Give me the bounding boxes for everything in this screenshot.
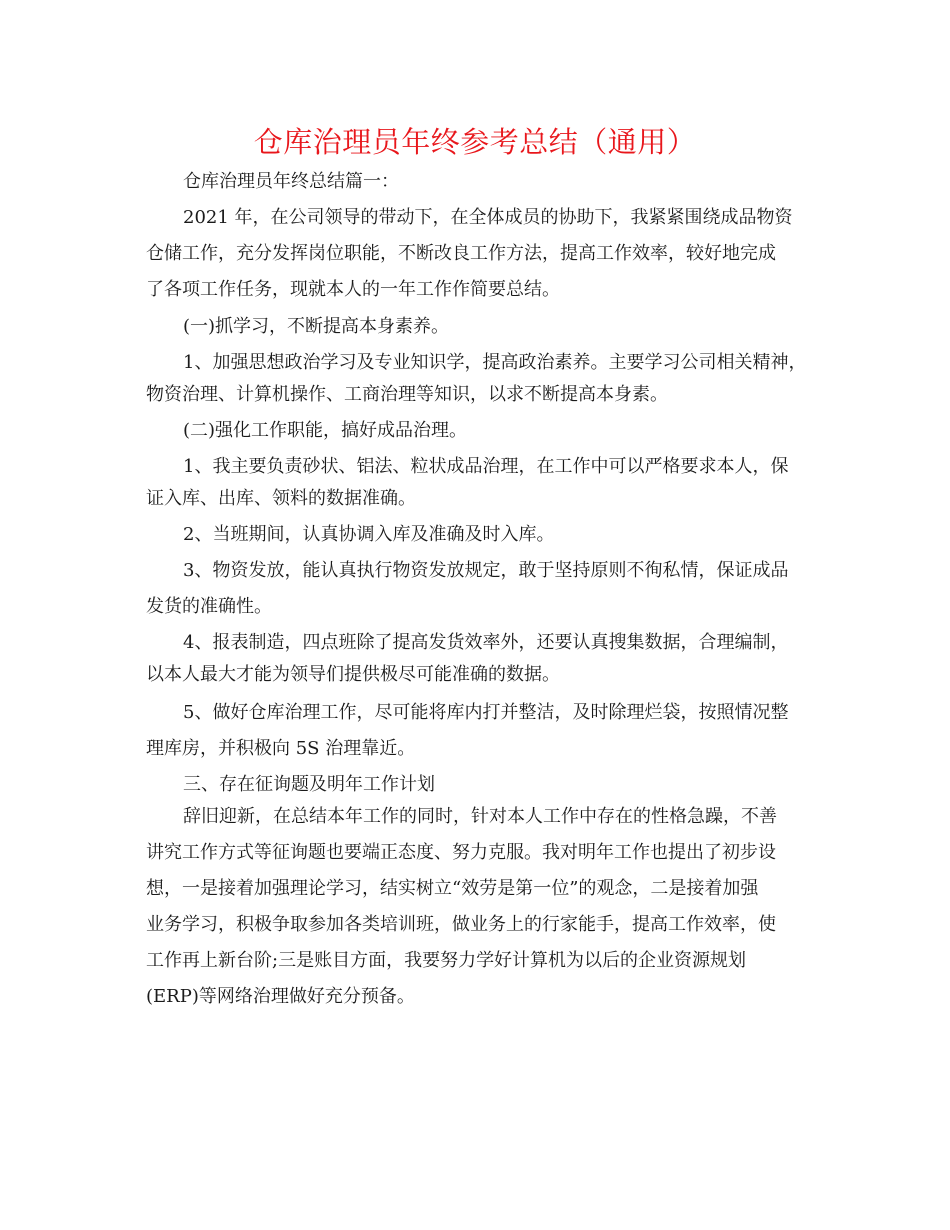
paragraph-line: 2021 年，在公司领导的带动下，在全体成员的协助下，我紧紧围绕成品物资 — [183, 207, 793, 228]
paragraph-line: 证入库、出库、领料的数据准确。 — [146, 488, 416, 509]
paragraph-line: 工作再上新台阶;三是账目方面，我要努力学好计算机为以后的企业资源规划 — [146, 950, 747, 971]
paragraph-line: 1、加强思想政治学习及专业知识学，提高政治素养。主要学习公司相关精神， — [183, 352, 807, 373]
paragraph-line: 4、报表制造，四点班除了提高发货效率外，还要认真搜集数据，合理编制， — [183, 632, 789, 653]
paragraph-line: 讲究工作方式等征询题也要端正态度、努力克服。我对明年工作也提出了初步设 — [146, 842, 776, 863]
paragraph-line: 以本人最大才能为领导们提供极尽可能准确的数据。 — [146, 664, 560, 685]
subsection-heading: (一)抓学习，不断提高本身素养。 — [183, 316, 450, 337]
subsection-heading: (二)强化工作职能，搞好成品治理。 — [183, 420, 468, 441]
paragraph-line: 5、做好仓库治理工作，尽可能将库内打并整洁，及时除理烂袋，按照情况整 — [183, 702, 789, 723]
paragraph-line: 发货的准确性。 — [146, 596, 272, 617]
section-heading: 三、存在征询题及明年工作计划 — [183, 774, 435, 795]
paragraph-line: 了各项工作任务，现就本人的一年工作作简要总结。 — [146, 279, 560, 300]
paragraph-line: 理库房，并积极向 5S 治理靠近。 — [146, 738, 416, 759]
section-heading: 仓库治理员年终总结篇一： — [183, 171, 399, 192]
paragraph-line: 辞旧迎新，在总结本年工作的同时，针对本人工作中存在的性格急躁，不善 — [183, 806, 777, 827]
paragraph-line: (ERP)等网络治理做好充分预备。 — [146, 986, 415, 1007]
paragraph-line: 3、物资发放，能认真执行物资发放规定，敢于坚持原则不徇私情，保证成品 — [183, 560, 789, 581]
paragraph-line: 业务学习，积极争取参加各类培训班，做业务上的行家能手，提高工作效率，使 — [146, 914, 776, 935]
paragraph-line: 想，一是接着加强理论学习，结实树立“效劳是第一位”的观念，二是接着加强 — [146, 878, 759, 899]
paragraph-line: 仓储工作，充分发挥岗位职能，不断改良工作方法，提高工作效率，较好地完成 — [146, 243, 776, 264]
paragraph-line: 物资治理、计算机操作、工商治理等知识，以求不断提高本身素。 — [146, 384, 668, 405]
document-title: 仓库治理员年终参考总结（通用） — [253, 125, 697, 159]
paragraph-line: 2、当班期间，认真协调入库及准确及时入库。 — [183, 524, 555, 545]
paragraph-line: 1、我主要负责砂状、铝法、粒状成品治理，在工作中可以严格要求本人，保 — [183, 456, 789, 477]
